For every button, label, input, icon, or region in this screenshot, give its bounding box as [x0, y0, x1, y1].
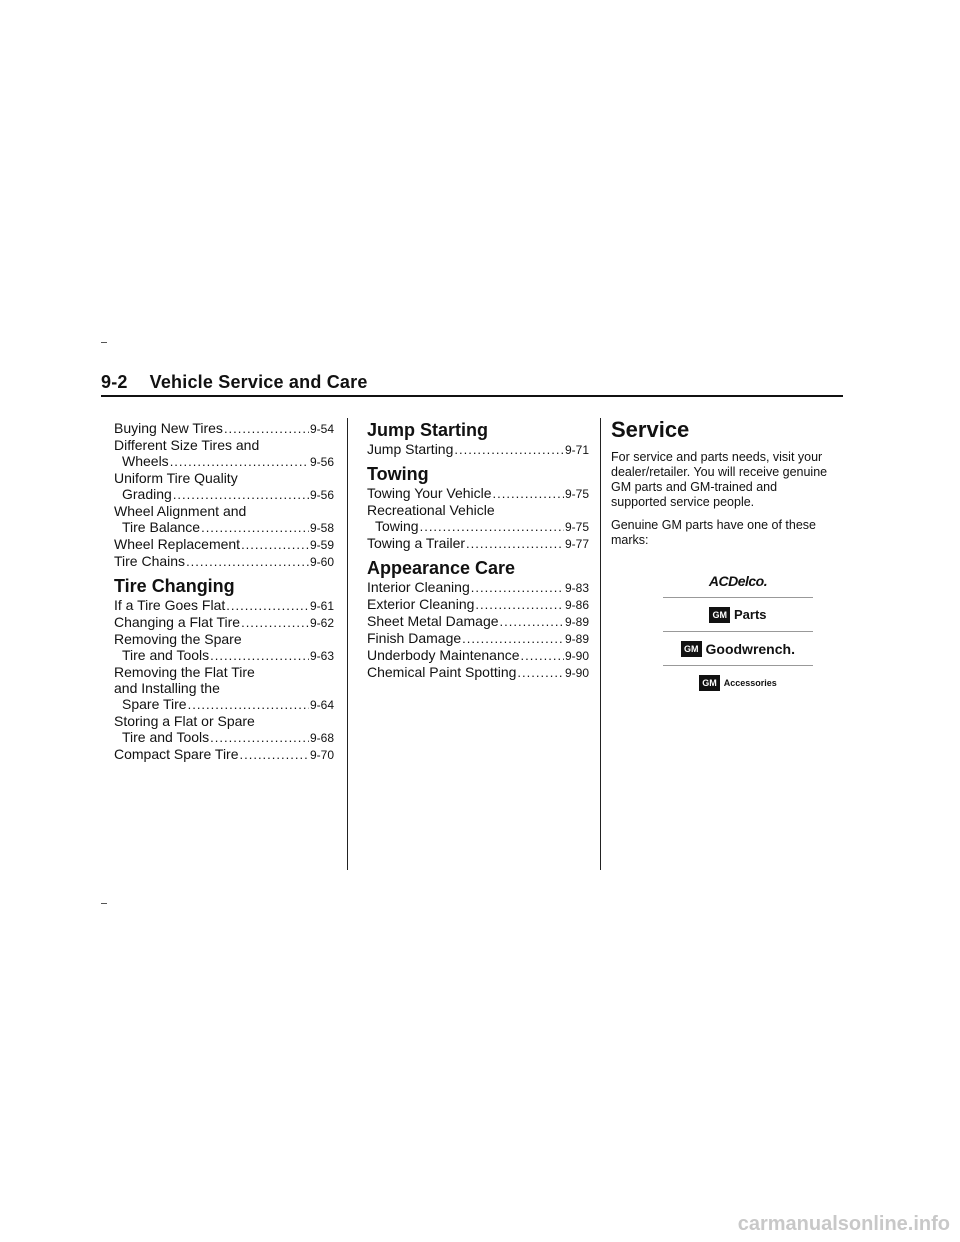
toc-entry-page: 9-61 [309, 599, 334, 613]
toc-entry-page: 9-70 [309, 748, 334, 762]
toc-section-title-tire-changing: Tire Changing [114, 576, 235, 596]
toc-entry-label: Different Size Tires and [114, 437, 260, 453]
toc-entry-page: 9-90 [564, 649, 589, 663]
toc-entry-label: Jump Starting [367, 441, 454, 457]
dot-leader [454, 442, 564, 458]
toc-entry-label: Storing a Flat or Spare [114, 713, 255, 729]
dot-leader [210, 730, 309, 746]
toc-entry-leader-row [114, 597, 334, 614]
toc-entry-label: and Installing the [114, 680, 220, 696]
toc-entry-leader-row [367, 535, 589, 552]
toc-entry[interactable] [367, 535, 589, 552]
toc-entry-page: 9-75 [564, 520, 589, 534]
toc-entry[interactable] [114, 503, 334, 536]
acdelco-logo [663, 564, 813, 598]
column-divider-1 [347, 418, 348, 870]
toc-entry-label: Tire Chains [114, 553, 186, 569]
toc-entry-label: Uniform Tire Quality [114, 470, 238, 486]
dot-leader [475, 597, 564, 613]
toc-entry-page: 9-54 [309, 422, 334, 436]
gm-logo-icon: GM [709, 607, 730, 623]
toc-entry-page: 9-56 [309, 488, 334, 502]
section-title: Vehicle Service and Care [149, 372, 368, 392]
toc-entry-label: Underbody Maintenance [367, 647, 520, 663]
dot-leader [170, 454, 309, 470]
toc-entry-label: Tire Balance [122, 519, 201, 535]
toc-entry-label: Grading [122, 486, 172, 502]
toc-entry-leader-row [114, 519, 334, 536]
toc-entry-label: Sheet Metal Damage [367, 613, 499, 629]
service-paragraph: For service and parts needs, visit your dealer/retailer. You will receive genuine GM parts and GM-trained and supported service people. [611, 450, 828, 509]
toc-entry-leader-row [367, 518, 589, 535]
toc-entry-leader-row [367, 647, 589, 664]
gm-parts-logo [663, 598, 813, 632]
toc-column-1 [114, 420, 334, 763]
toc-entry-page: 9-68 [309, 731, 334, 745]
dot-leader [201, 520, 309, 536]
toc-entry-label: Towing Your Vehicle [367, 485, 492, 501]
toc-entry-page: 9-63 [309, 649, 334, 663]
toc-entry-label: Wheel Replacement [114, 536, 241, 552]
service-column [611, 417, 833, 734]
toc-entry-label: Towing a Trailer [367, 535, 466, 551]
toc-entry-page: 9-62 [309, 616, 334, 630]
toc-entry-leader-row [114, 486, 334, 503]
toc-entry-label: Removing the Spare [114, 631, 242, 647]
toc-entry[interactable] [367, 579, 589, 596]
gm-accessories-logo [663, 666, 813, 700]
toc-entry-label: Chemical Paint Spotting [367, 664, 517, 680]
toc-entry-label: Wheels [122, 453, 169, 469]
toc-entry[interactable] [114, 536, 334, 553]
toc-entry[interactable] [114, 631, 334, 664]
toc-entry[interactable] [114, 420, 334, 437]
toc-entry[interactable] [367, 441, 589, 458]
dot-leader [500, 614, 564, 630]
dot-leader [521, 648, 564, 664]
toc-entry-page: 9-83 [564, 581, 589, 595]
toc-entry-label: Tire and Tools [122, 647, 210, 663]
gm-logo-icon: GM [681, 641, 702, 657]
gm-marks-logos [663, 564, 813, 734]
toc-entry-leader-row [114, 614, 334, 631]
dot-leader [173, 487, 309, 503]
acdelco-logo-text: ACDelco. [708, 572, 768, 589]
section-number: 9-2 [101, 372, 128, 392]
dot-leader [241, 537, 309, 553]
toc-entry-page: 9-89 [564, 615, 589, 629]
toc-entry[interactable] [114, 614, 334, 631]
gm-logo-icon: GM [699, 675, 720, 691]
toc-entry-page: 9-64 [309, 698, 334, 712]
toc-entry-label: Tire and Tools [122, 729, 210, 745]
toc-entry-label: Exterior Cleaning [367, 596, 475, 612]
dot-leader [188, 697, 309, 713]
toc-entry-leader-row [114, 536, 334, 553]
toc-entry-page: 9-58 [309, 521, 334, 535]
toc-entry-leader-row [367, 630, 589, 647]
toc-entry-page: 9-86 [564, 598, 589, 612]
toc-entry-label: Finish Damage [367, 630, 462, 646]
toc-entry-leader-row [367, 664, 589, 681]
page-header [101, 372, 843, 397]
toc-entry[interactable] [367, 596, 589, 613]
toc-entry[interactable] [367, 664, 589, 681]
goodwrench-logo-text: Goodwrench. [705, 640, 795, 657]
toc-entry-leader-row [367, 441, 589, 458]
dot-leader [462, 631, 564, 647]
dot-leader [471, 580, 564, 596]
toc-column-2 [367, 420, 589, 681]
toc-entry-leader-row [367, 596, 589, 613]
toc-entry[interactable] [114, 470, 334, 503]
toc-entry-leader-row [114, 420, 334, 437]
crop-mark-bottom [101, 903, 107, 904]
dot-leader [186, 554, 309, 570]
column-divider-2 [600, 418, 601, 870]
dot-leader [517, 665, 564, 681]
parts-logo-text: Parts [733, 607, 767, 622]
toc-entry-label: Towing [375, 518, 419, 534]
dot-leader [226, 598, 309, 614]
toc-entry-page: 9-77 [564, 537, 589, 551]
dot-leader [420, 519, 564, 535]
toc-entry-page: 9-56 [309, 455, 334, 469]
toc-entry-page: 9-90 [564, 666, 589, 680]
toc-entry-label: Changing a Flat Tire [114, 614, 241, 630]
toc-entry-leader-row [367, 613, 589, 630]
toc-section-title: Appearance Care [367, 558, 516, 578]
toc-section-title: Jump Starting [367, 420, 489, 440]
toc-entry-leader-row [114, 729, 334, 746]
accessories-logo-text: Accessories [723, 678, 777, 688]
toc-entry[interactable] [114, 437, 334, 470]
toc-entry-label: Wheel Alignment and [114, 503, 247, 519]
toc-entry[interactable] [367, 647, 589, 664]
dot-leader [241, 615, 309, 631]
toc-entry[interactable] [367, 630, 589, 647]
toc-entry-leader-row [114, 647, 334, 664]
toc-entry[interactable] [114, 597, 334, 614]
toc-entry-leader-row [114, 553, 334, 570]
dot-leader [210, 648, 309, 664]
toc-entry-label: Spare Tire [122, 696, 187, 712]
toc-entries-tires [114, 420, 334, 570]
toc-entry[interactable] [114, 746, 334, 763]
toc-entry-page: 9-75 [564, 487, 589, 501]
toc-entry-label: Compact Spare Tire [114, 746, 239, 762]
genuine-parts-paragraph: Genuine GM parts have one of these marks: [611, 518, 816, 547]
toc-section-title: Towing [367, 464, 429, 484]
toc-entry-label: Removing the Flat Tire [114, 664, 255, 680]
toc-entry[interactable] [367, 485, 589, 502]
toc-entry-page: 9-89 [564, 632, 589, 646]
goodwrench-logo [663, 632, 813, 666]
toc-entry-page: 9-60 [309, 555, 334, 569]
toc-entry[interactable] [114, 664, 334, 713]
dot-leader [224, 421, 309, 437]
dot-leader [240, 747, 309, 763]
toc-entry-leader-row [367, 485, 589, 502]
toc-entry[interactable] [114, 553, 334, 570]
toc-entry[interactable] [114, 713, 334, 746]
toc-entry-leader-row [114, 746, 334, 763]
watermark: carmanualsonline.info [737, 1213, 950, 1235]
toc-entry[interactable] [367, 613, 589, 630]
toc-entry-label: Recreational Vehicle [367, 502, 495, 518]
toc-entry-page: 9-71 [564, 443, 589, 457]
toc-entry-label: Interior Cleaning [367, 579, 470, 595]
dot-leader [493, 486, 564, 502]
toc-entry-leader-row [114, 696, 334, 713]
toc-entry-leader-row [367, 579, 589, 596]
toc-entry-label: If a Tire Goes Flat [114, 597, 226, 613]
toc-entry-page: 9-59 [309, 538, 334, 552]
toc-entry-label: Buying New Tires [114, 420, 223, 436]
toc-entry-leader-row [114, 453, 334, 470]
service-heading: Service [611, 417, 690, 442]
dot-leader [466, 536, 564, 552]
crop-mark-top [101, 342, 107, 343]
toc-entry[interactable] [367, 502, 589, 535]
toc-entries-tire-changing [114, 597, 334, 763]
